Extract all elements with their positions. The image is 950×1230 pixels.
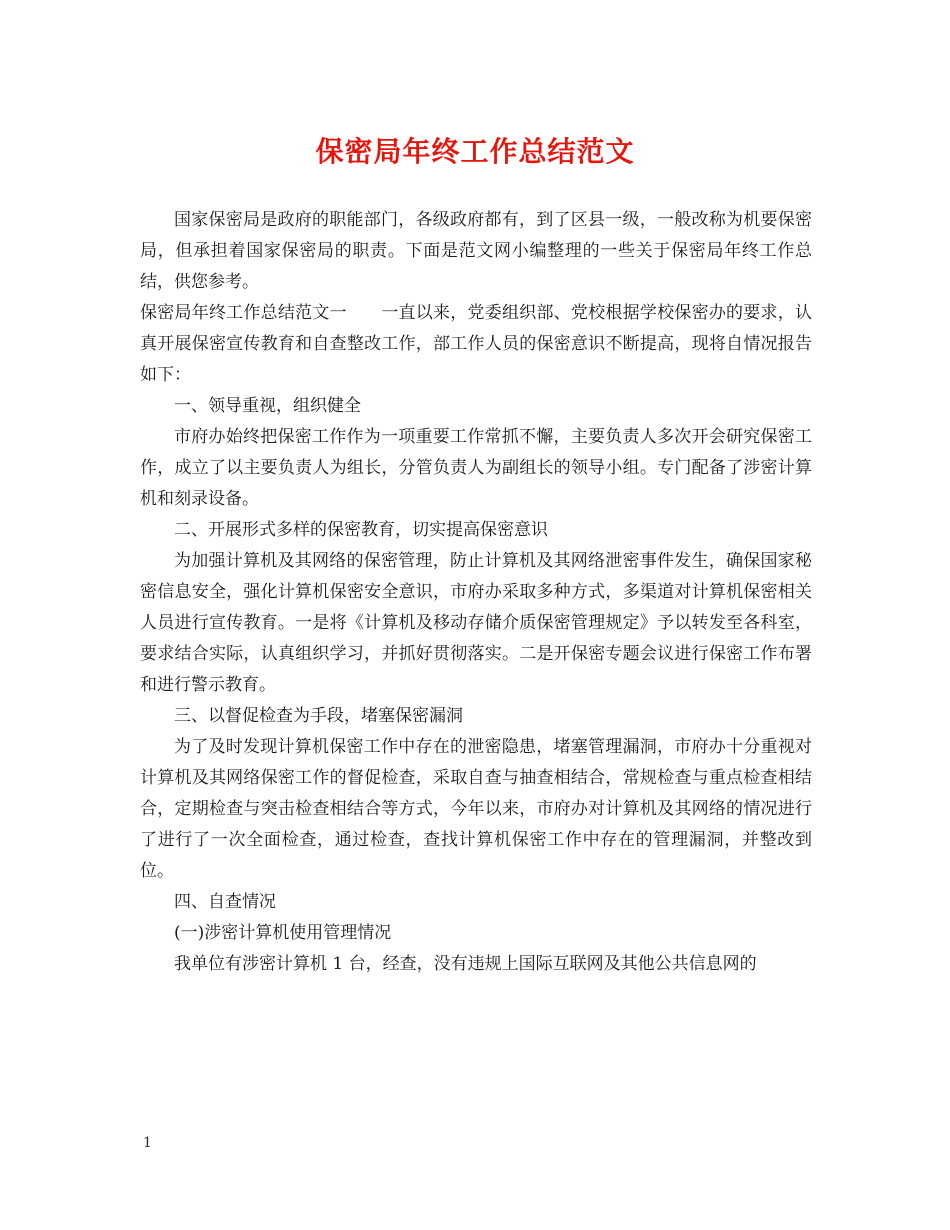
paragraph-intro: 国家保密局是政府的职能部门，各级政府都有，到了区县一级，一般改称为机要保密局，但承担着国家保密局的职责。下面是范文网小编整理的一些关于保密局年终工作总结，供您参考。 [140,210,812,292]
document-title: 保密局年终工作总结范文 [315,135,635,168]
subsection-heading-computer-usage: (一)涉密计算机使用管理情况 [174,923,392,943]
page-number: 1 [143,1135,152,1151]
section-heading-leadership: 一、领导重视，组织健全 [174,396,361,416]
section-heading-inspection: 三、以督促检查为手段，堵塞保密漏洞 [174,706,463,726]
paragraph-sample-one-opening: 保密局年终工作总结范文一 一直以来，党委组织部、党校根据学校保密办的要求，认真开展保密宣传教育和自查整改工作，部工作人员的保密意识不断提高，现将自情况报告如下： [140,303,812,385]
paragraph-education: 为加强计算机及其网络的保密管理，防止计算机及其网络泄密事件发生，确保国家秘密信息安全，强化计算机保密安全意识，市府办采取多种方式，多渠道对计算机保密相关人员进行宣传教育。一是将《计算机及移动存储介质保密管理规定》予以转发至各科室，要求结合实际，认真组织学习，并抓好贯彻落实。二是开保密专题会议进行保密工作布署和进行警示教育。 [140,551,812,695]
document-body [140,205,812,980]
paragraph-computer-usage: 我单位有涉密计算机 1 台，经查，没有违规上国际互联网及其他公共信息网的 [174,954,757,974]
section-heading-self-check: 四、自查情况 [174,892,276,912]
paragraph-inspection: 为了及时发现计算机保密工作中存在的泄密隐患，堵塞管理漏洞，市府办十分重视对计算机及其网络保密工作的督促检查，采取自查与抽查相结合，常规检查与重点检查相结合，定期检查与突击检查相结合等方式，今年以来，市府办对计算机及其网络的情况进行了进行了一次全面检查，通过检查，查找计算机保密工作中存在的管理漏洞，并整改到位。 [140,737,812,881]
section-heading-education: 二、开展形式多样的保密教育，切实提高保密意识 [174,520,548,540]
paragraph-leadership: 市府办始终把保密工作作为一项重要工作常抓不懈，主要负责人多次开会研究保密工作，成立了以主要负责人为组长，分管负责人为副组长的领导小组。专门配备了涉密计算机和刻录设备。 [140,427,812,509]
